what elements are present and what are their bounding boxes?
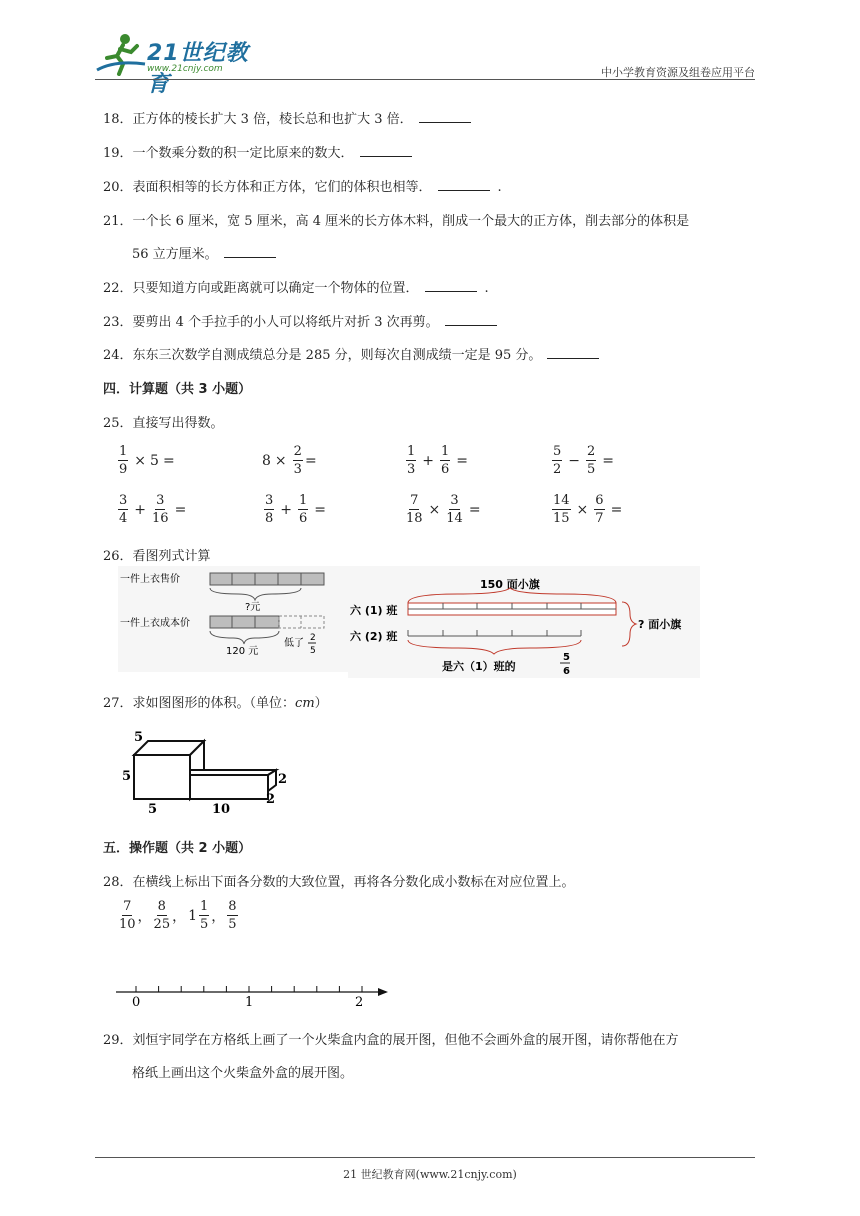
solid-shape-diagram	[118, 725, 298, 817]
answer-blank-20[interactable]	[438, 178, 490, 191]
number-line	[116, 980, 396, 1010]
header-platform-text: 中小学教育资源及组卷应用平台	[601, 66, 755, 79]
answer-blank-22[interactable]	[425, 279, 477, 292]
class1-bar	[408, 603, 616, 615]
fig2-row2-label: 六 (2) 班	[350, 630, 398, 643]
fraction: $\frac{2}{3}$	[293, 444, 302, 477]
fig1-amount-label: 120 元	[226, 646, 259, 657]
fraction: $\frac{1}{5}$	[200, 899, 209, 932]
fraction: $\frac{3}{4}$	[119, 493, 128, 526]
fraction: $\frac{2}{5}$	[587, 444, 596, 477]
fig1-frac-d: 5	[310, 646, 316, 656]
fraction: $\frac{1}{6}$	[299, 493, 308, 526]
answer-blank-23[interactable]	[445, 313, 497, 326]
question-20-tail: .	[497, 180, 502, 195]
question-29: 29．刘恒宇同学在方格纸上画了一个火柴盒内盒的展开图，但他不会画外盒的展开图，请你帮他在方	[103, 1033, 679, 1048]
logo-text: 21世纪教育	[147, 41, 249, 97]
fig1-row1-label: 一件上衣售价	[120, 574, 180, 585]
expr-3: $\frac{1}{3}$ + $\frac{1}{6}$ =	[407, 444, 469, 477]
fraction: $\frac{1}{3}$	[407, 444, 416, 477]
footer-divider	[95, 1157, 755, 1158]
flag-diagram	[348, 566, 700, 678]
fraction: $\frac{6}{7}$	[595, 493, 604, 526]
fig2-top-label: 150 面小旗	[480, 578, 540, 591]
fig1-row2-label: 一件上衣成本价	[120, 618, 190, 629]
label-left: 5	[122, 769, 132, 784]
question-28-title: 28．在横线上标出下面各分数的大致位置，再将各分数化成小数标在对应位置上。	[103, 875, 575, 890]
label-bottom-2: 10	[212, 802, 231, 817]
answer-blank-21[interactable]	[224, 245, 276, 258]
page-header	[95, 30, 755, 97]
price-bar	[210, 573, 324, 585]
logo-url: www.21cnjy.com	[147, 64, 223, 74]
axis-label-0: 0	[132, 995, 141, 1010]
fraction: $\frac{14}{15}$	[553, 493, 570, 526]
expr-4: $\frac{5}{2}$ − $\frac{2}{5}$ =	[553, 444, 615, 477]
fraction: $\frac{1}{6}$	[441, 444, 450, 477]
question-18-text: 18．正方体的棱长扩大 3 倍，棱长总和也扩大 3 倍．	[103, 112, 413, 127]
expr-5: $\frac{3}{4}$ + $\frac{3}{16}$ =	[119, 493, 187, 526]
question-24	[103, 344, 599, 363]
fraction: $\frac{8}{25}$	[153, 899, 171, 932]
question-21-text: 21．一个长 6 厘米，宽 5 厘米，高 4 厘米的长方体木料，削成一个最大的正方体，削去部分的体积是	[103, 214, 690, 229]
fraction: $\frac{5}{2}$	[553, 444, 562, 477]
q28-fractions: $\frac{7}{10}$ ， $\frac{8}{25}$ ， 1 $\frac{1}{5}$ ， $\frac{8}{5}$	[119, 899, 237, 932]
question-21	[103, 210, 689, 229]
fig2-frac-n: 5	[563, 652, 570, 663]
fig1-frac-n: 2	[310, 633, 316, 643]
fig1-unknown-label: ?元	[245, 602, 261, 613]
answer-blank-19[interactable]	[360, 144, 412, 157]
fig2-row1-label: 六 (1) 班	[350, 604, 398, 617]
clothing-price-diagram	[118, 566, 348, 672]
axis-label-2: 2	[355, 995, 364, 1010]
footer-text: 21 世纪教育网(www.21cnjy.com)	[343, 1168, 517, 1181]
expr-7: $\frac{7}{18}$ × $\frac{3}{14}$ =	[406, 493, 481, 526]
section-title-calc: 四．计算题（共 3 小题）	[103, 382, 252, 397]
question-19	[103, 142, 412, 161]
question-18	[103, 108, 471, 127]
label-right-1: 2	[278, 772, 288, 787]
question-21-text-2: 56 立方厘米。	[132, 247, 218, 262]
expr-8: $\frac{14}{15}$ × $\frac{6}{7}$ =	[553, 493, 623, 526]
fraction: $\frac{8}{5}$	[228, 899, 237, 932]
answer-blank-24[interactable]	[547, 346, 599, 359]
site-logo	[95, 30, 265, 97]
question-23	[103, 311, 497, 330]
expr-2: 8 × $\frac{2}{3}$ =	[262, 444, 317, 477]
answer-blank-18[interactable]	[419, 110, 471, 123]
header-divider	[95, 79, 755, 80]
fig2-right-label: ? 面小旗	[638, 618, 682, 631]
question-23-text: 23．要剪出 4 个手拉手的小人可以将纸片对折 3 次再剪。	[103, 315, 439, 330]
axis-label-1: 1	[245, 995, 254, 1010]
question-27-title: 27．求如图图形的体积。（单位：cm）	[103, 696, 328, 711]
question-26-title: 26．看图列式计算	[103, 549, 211, 564]
fraction: $\frac{3}{16}$	[152, 493, 169, 526]
question-27-text: 27．求如图图形的体积。（单位：	[103, 696, 296, 711]
question-25-title: 25．直接写出得数。	[103, 416, 224, 431]
fig1-lower-label: 低了	[284, 638, 304, 649]
question-19-text: 19．一个数乘分数的积一定比原来的数大．	[103, 146, 354, 161]
label-top: 5	[134, 730, 144, 745]
question-21-cont	[132, 243, 276, 262]
fig2-frac-d: 6	[563, 666, 570, 677]
fraction: $\frac{3}{14}$	[446, 493, 463, 526]
fraction: $\frac{7}{18}$	[406, 493, 423, 526]
expr-6: $\frac{3}{8}$ + $\frac{1}{6}$ =	[265, 493, 327, 526]
question-24-text: 24．东东三次数学自测成绩总分是 285 分，则每次自测成绩一定是 95 分。	[103, 348, 542, 363]
question-20	[103, 176, 502, 195]
question-22-tail: .	[484, 281, 489, 296]
question-29-cont: 格纸上画出这个火柴盒外盒的展开图。	[132, 1066, 354, 1081]
runner-logo-icon	[95, 30, 147, 76]
label-bottom-1: 5	[148, 802, 158, 817]
question-20-text: 20．表面积相等的长方体和正方体，它们的体积也相等．	[103, 180, 432, 195]
fraction: $\frac{7}{10}$	[119, 899, 136, 932]
fraction: $\frac{1}{9}$	[119, 444, 128, 477]
arrow-icon	[378, 988, 388, 996]
expr-1: $\frac{1}{9}$ × 5 =	[119, 444, 175, 477]
unit-text: cm	[295, 696, 315, 711]
fig2-bottom-label: 是六（1）班的	[442, 660, 516, 673]
label-right-2: 2	[266, 792, 276, 807]
question-22-text: 22．只要知道方向或距离就可以确定一个物体的位置．	[103, 281, 419, 296]
question-22	[103, 277, 489, 296]
fraction: $\frac{3}{8}$	[265, 493, 274, 526]
section-title-operation: 五．操作题（共 2 小题）	[103, 841, 252, 856]
